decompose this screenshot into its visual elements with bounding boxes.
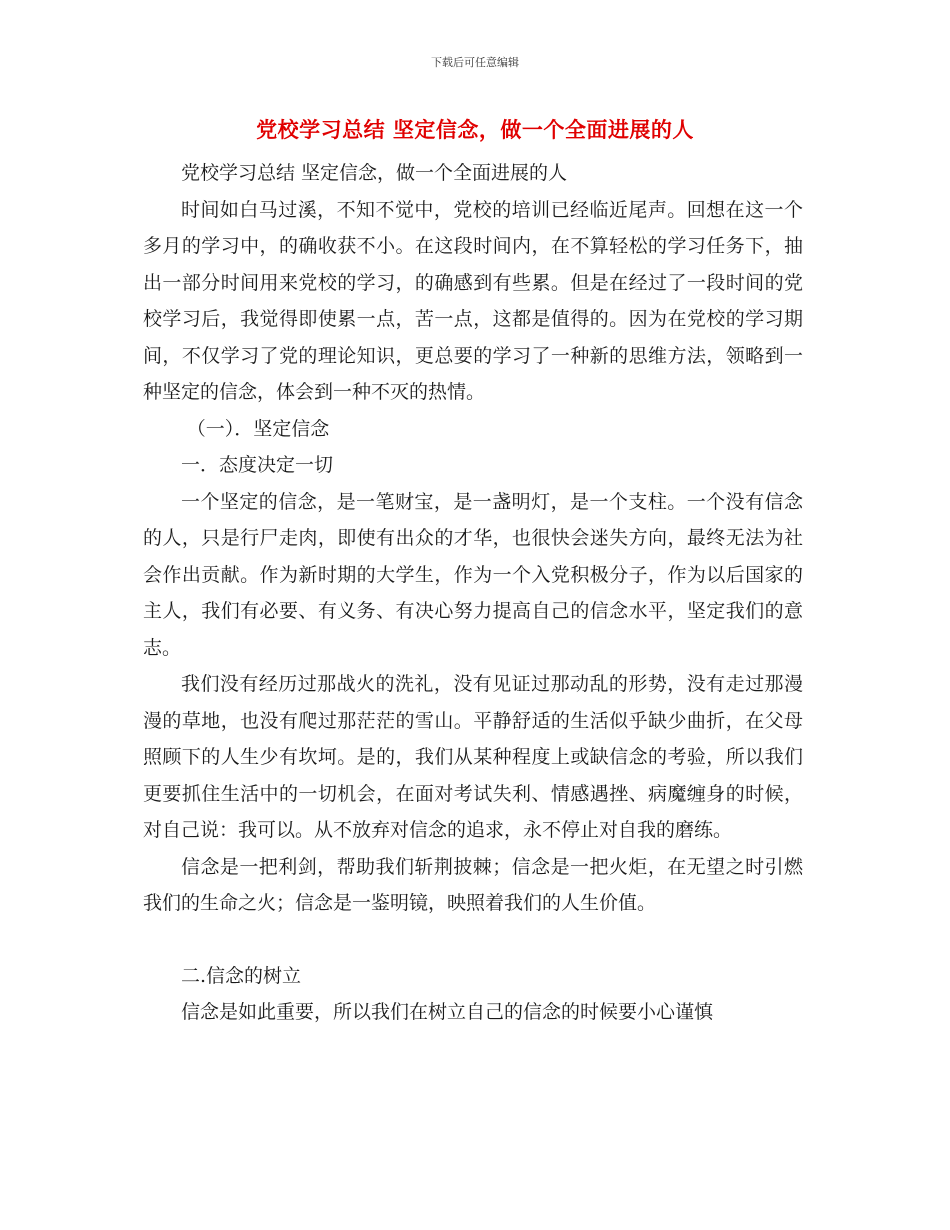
paragraph: 一个坚定的信念，是一笔财宝，是一盏明灯，是一个支柱。一个没有信念的人，只是行尸走肉，即使有出众的才华，也很快会迷失方向，最终无法为社会作出贡献。作为新时期的大学生，作为一个入党积极分子，作为以后国家的主人，我们有必要、有义务、有决心努力提高自己的信念水平，坚定我们的意志。 — [143, 490, 803, 659]
header-note: 下载后可任意编辑 — [431, 56, 519, 69]
document-title: 党校学习总结 坚定信念，做一个全面进展的人 — [256, 118, 694, 142]
document-body — [143, 155, 803, 1031]
paragraph: 信念是一把利剑，帮助我们斩荆披棘；信念是一把火炬，在无望之时引燃我们的生命之火；信念是一鉴明镜，映照着我们的人生价值。 — [143, 855, 803, 914]
section-heading: （一）．坚定信念 — [186, 417, 330, 440]
subtitle-paragraph: 党校学习总结 坚定信念，做一个全面进展的人 — [181, 162, 568, 184]
paragraph: 我们没有经历过那战火的洗礼，没有见证过那动乱的形势，没有走过那漫漫的草地，也没有爬过那茫茫的雪山。平静舒适的生活似乎缺少曲折，在父母照顾下的人生少有坎坷。是的，我们从某种程度上或缺信念的考验，所以我们更要抓住生活中的一切机会，在面对考试失利、情感遇挫、病魔缠身的时候，对自己说：我可以。从不放弃对信念的追求，永不停止对自我的磨练。 — [143, 673, 803, 841]
paragraph-gap — [143, 922, 803, 958]
subsection-heading: 二.信念的树立 — [181, 964, 302, 987]
subsection-heading: 一．态度决定一切 — [181, 454, 334, 476]
paragraph: 信念是如此重要，所以我们在树立自己的信念的时候要小心谨慎 — [181, 1001, 714, 1023]
paragraph: 时间如白马过溪，不知不觉中，党校的培训已经临近尾声。回想在这一个多月的学习中，的确收获不小。在这段时间内，在不算轻松的学习任务下，抽出一部分时间用来党校的学习，的确感到有些累。但是在经过了一段时间的党校学习后，我觉得即使累一点，苦一点，这都是值得的。因为在党校的学习期间，不仅学习了党的理论知识，更总要的学习了一种新的思维方法，领略到一种坚定的信念，体会到一种不灭的热情。 — [143, 198, 803, 403]
